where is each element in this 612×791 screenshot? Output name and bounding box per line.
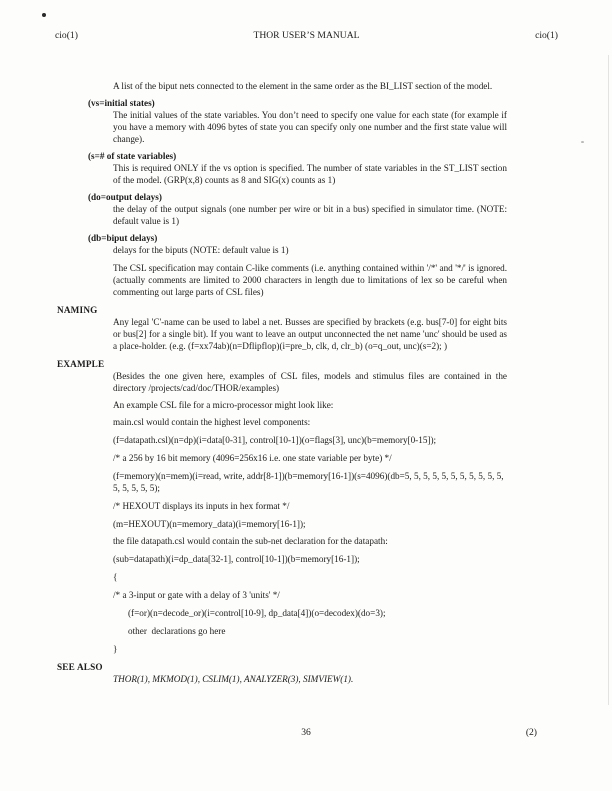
code-line-memory: (f=memory)(n=mem)(i=read, write, addr[8-1])(b=memory[16-1])(s=4096)(db=5, 5, 5, 5, 5, 5, 5, 5, 5, 5, 5, 5, 5, 5, 5, 5); [113,471,506,493]
header-right-label: cio(1) [535,30,558,41]
close-brace: } [113,644,118,654]
scan-speck [581,141,584,143]
code-line-orgate: (f=or)(n=decode_or)(i=control[10-9], dp_data[4])(o=decodex)(do=3); [128,608,386,618]
section-page-indicator: (2) [525,727,537,738]
header-left-label: cio(1) [55,30,78,41]
manual-title: THOR USER’S MANUAL [253,30,360,41]
option-description: This is required ONLY if the vs option is specified. The number of state variables in the ST_LIST section of the model. (GRP(x,8) counts as 8 and SIG(x) counts as 1) [113,163,507,185]
comment-memory: /* a 256 by 16 bit memory (4096=256x16 i.e. one state variable per byte) */ [113,453,392,463]
option-description: The initial values of the state variables. You don’t need to specify one value for each state (for example if you have a memory with 4096 bytes of state you can specify only one number and the first state value will change). [113,110,507,144]
option-tag: (do=output delays) [88,192,162,202]
option-description: delays for the biputs (NOTE: default value is 1) [113,245,289,255]
option-tag: (s=# of state variables) [88,151,177,161]
option-tag: (db=biput delays) [88,233,158,243]
page-header [55,30,558,42]
page-footer [0,727,612,739]
see-also-heading: SEE ALSO [57,662,103,672]
code-line-hexout: (m=HEXOUT)(n=memory_data)(i=memory[16-1]); [113,519,306,529]
code-line-subnet: (sub=datapath)(i=dp_data[32-1], control[10-1])(b=memory[16-1]); [113,554,360,564]
comment-orgate: /* a 3-input or gate with a delay of 3 'units' */ [113,590,280,600]
naming-body: Any legal 'C'-name can be used to label a net. Busses are specified by brackets (e.g. bus[7-0] for eight bits or bus[2] for a single bit). If you want to leave an output unconnected the net name 'unc' should be used as a place-holder. (e.g. (f=xx74ab)(n=Dflipflop)(i=pre_b, clk, d, clr_b) (o=q_out, unc)(s=2); ) [113,317,507,351]
comment-hexout: /* HEXOUT displays its inputs in hex format */ [113,501,290,511]
example-intro-line: main.csl would contain the highest level components: [113,417,311,427]
csl-comments-note: The CSL specification may contain C-like comments (i.e. anything contained within '/*' and '*/' is ignored. (actually comments are limited to 2000 characters in length due to limitations of lex so be careful when commenting out large parts of CSL files) [113,263,507,297]
option-item [57,232,507,256]
example-intro-line: An example CSL file for a micro-processor might look like: [113,400,334,410]
scan-speck [42,13,46,17]
option-tag: (vs=initial states) [88,98,155,108]
other-declarations: other declarations go here [128,626,226,636]
page-number: 36 [301,727,311,738]
code-line-datapath: (f=datapath.csl)(n=dp)(i=data[0-31], control[10-1])(o=flags[3], unc)(b=memory[0-15]); [113,435,437,445]
open-brace: { [113,572,118,582]
intro-paragraph: A list of the biput nets connected to the element in the same order as the BI_LIST section of the model. [113,81,493,91]
page-body [57,80,507,685]
datapath-file-note: the file datapath.csl would contain the sub-net declaration for the datapath: [113,536,388,546]
example-intro: (Besides the one given here, examples of CSL files, models and stimulus files are contained in the directory /projects/cad/doc/THOR/examples) [113,371,507,393]
naming-section-heading: NAMING [57,305,98,315]
option-item [57,150,507,186]
option-item [57,97,507,145]
scan-edge-line [608,55,609,705]
option-item [57,191,507,227]
see-also-references: THOR(1), MKMOD(1), CSLIM(1), ANALYZER(3), SIMVIEW(1). [113,674,354,684]
option-description: the delay of the output signals (one number per wire or bit in a bus) specified in simulator time. (NOTE: default value is 1) [113,204,507,226]
example-section-heading: EXAMPLE [57,359,105,369]
